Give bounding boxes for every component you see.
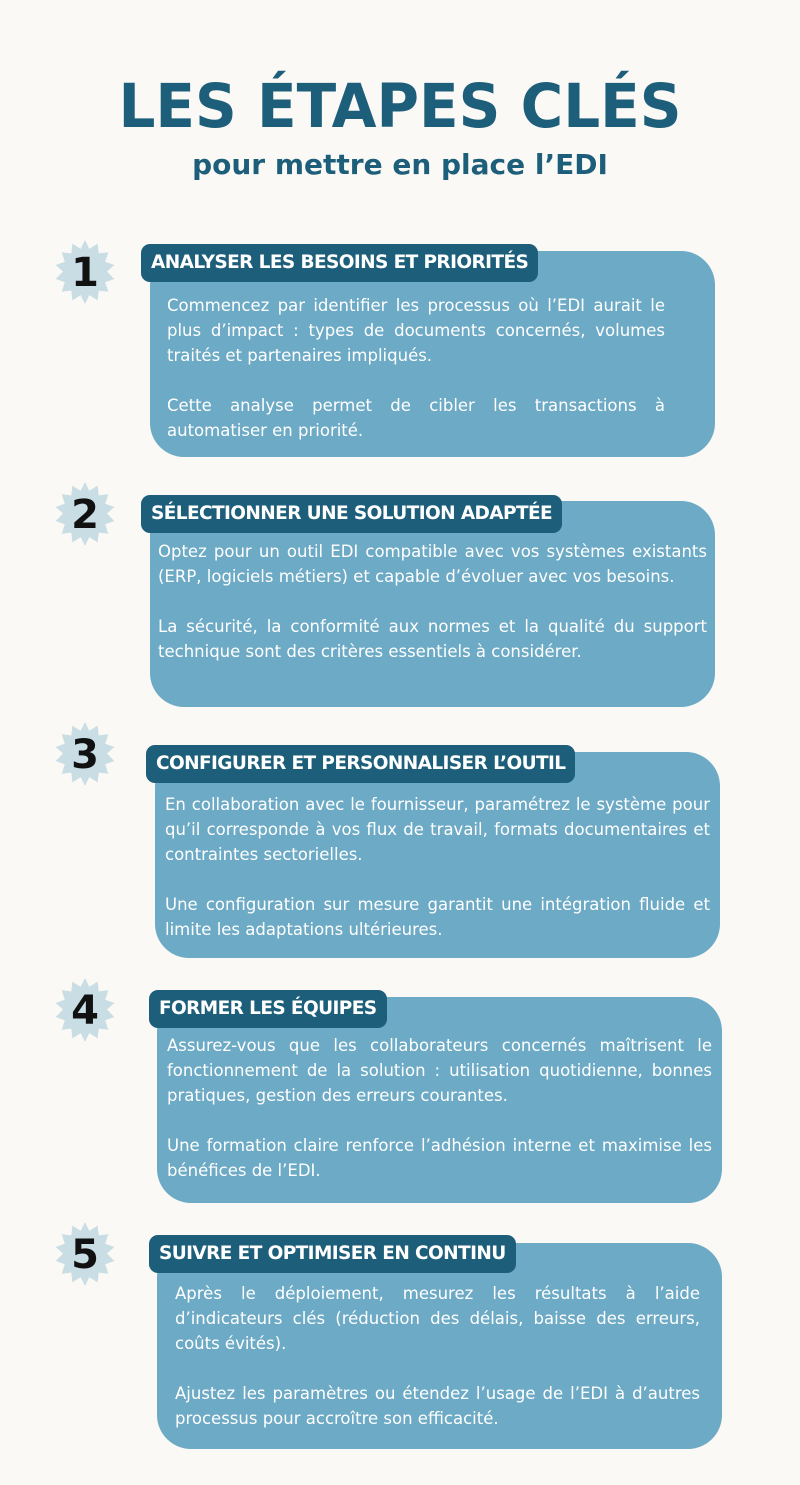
step-number: 2 (71, 492, 99, 538)
step-number-badge (52, 240, 118, 306)
step-paragraph: Après le déploiement, mesurez les résultats à l’aide d’indicateurs clés (réduction des délais, baisse des erreurs, coûts évités). (175, 1284, 700, 1353)
step-title: ANALYSER LES BESOINS ET PRIORITÉS (141, 244, 538, 282)
step-number-badge (52, 978, 118, 1044)
step-number-badge (52, 482, 118, 548)
step-number: 1 (71, 250, 99, 296)
step-paragraph: Optez pour un outil EDI compatible avec vos systèmes existants (ERP, logiciels métiers) et capable d’évoluer avec vos besoins. (158, 542, 707, 586)
step-number: 3 (71, 732, 99, 778)
page-title: LES ÉTAPES CLÉS (118, 70, 682, 142)
step-title: FORMER LES ÉQUIPES (149, 990, 387, 1028)
step-paragraph: Cette analyse permet de cibler les transactions à automatiser en priorité. (167, 396, 665, 440)
step-number: 5 (71, 1232, 99, 1278)
step-number-badge (52, 1222, 118, 1288)
step-paragraph: Assurez-vous que les collaborateurs concernés maîtrisent le fonctionnement de la solution : utilisation quotidienne, bonnes pratiques, gestion des erreurs courantes. (167, 1036, 712, 1105)
step-paragraph: Commencez par identifier les processus où l’EDI aurait le plus d’impact : types de documents concernés, volumes traités et partenaires impliqués. (167, 296, 665, 365)
page-subtitle: pour mettre en place l’EDI (192, 148, 608, 181)
step-title: SUIVRE ET OPTIMISER EN CONTINU (149, 1235, 516, 1273)
step-title: CONFIGURER ET PERSONNALISER L’OUTIL (146, 745, 575, 783)
step-title: SÉLECTIONNER UNE SOLUTION ADAPTÉE (141, 495, 562, 533)
step-paragraph: Une formation claire renforce l’adhésion interne et maximise les bénéfices de l’EDI. (167, 1136, 712, 1180)
step-paragraph: Une configuration sur mesure garantit une intégration fluide et limite les adaptations ultérieures. (165, 895, 710, 939)
step-card (157, 1243, 722, 1449)
step-paragraph: En collaboration avec le fournisseur, paramétrez le système pour qu’il corresponde à vos flux de travail, formats documentaires et contraintes sectorielles. (165, 795, 710, 864)
step-number-badge (52, 722, 118, 788)
step-paragraph: Ajustez les paramètres ou étendez l’usage de l’EDI à d’autres processus pour accroître son efficacité. (175, 1384, 700, 1428)
step-paragraph: La sécurité, la conformité aux normes et la qualité du support technique sont des critères essentiels à considérer. (158, 617, 707, 661)
step-number: 4 (71, 988, 99, 1034)
